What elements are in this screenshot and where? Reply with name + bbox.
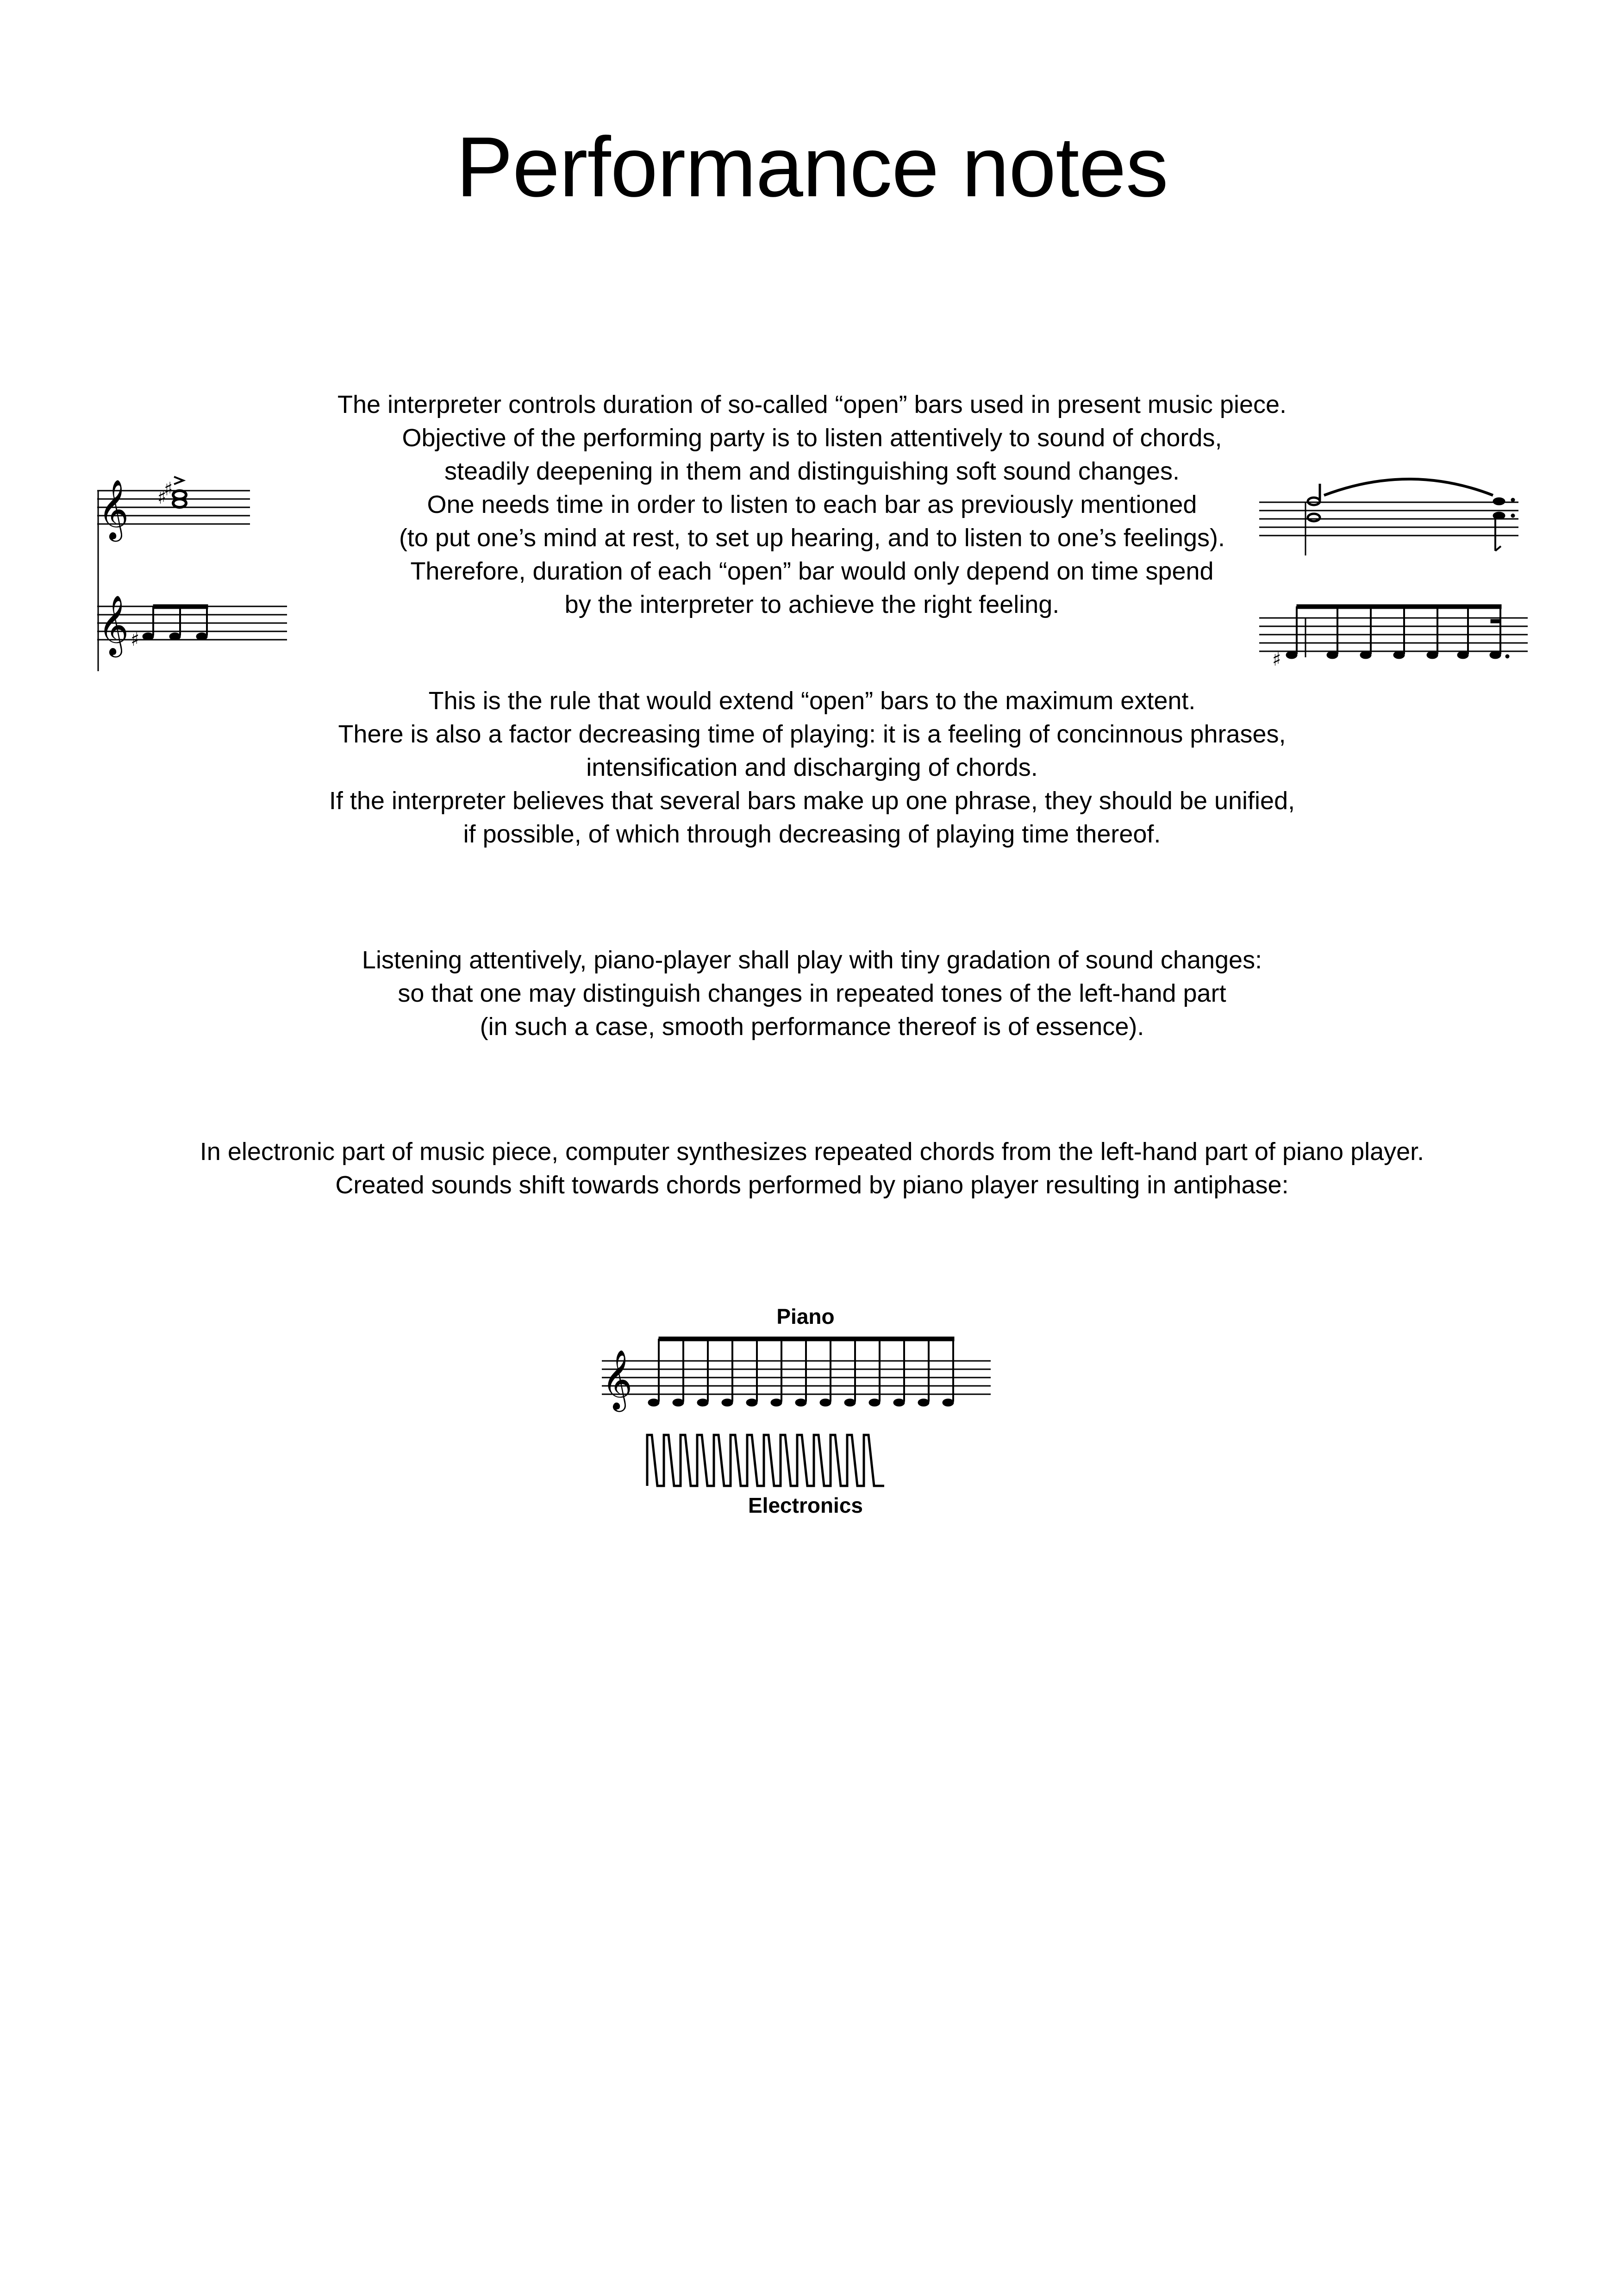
text-line: If the interpreter believes that several bars make up one phrase, they should be unified,: [329, 787, 1295, 815]
repeated-notes: [648, 1337, 954, 1406]
note-head: [869, 1399, 880, 1406]
note-head: [648, 1399, 659, 1406]
piano-label: Piano: [776, 1304, 835, 1328]
note-head: [673, 1399, 684, 1406]
music-example-tie: [1259, 458, 1555, 680]
text-line: by the interpreter to achieve the right feeling.: [564, 591, 1060, 618]
text-line: steadily deepening in them and distinguishing soft sound changes.: [444, 457, 1180, 485]
note-head: [893, 1399, 905, 1406]
treble-clef-icon: 𝄞: [98, 595, 129, 655]
beam: [659, 1337, 954, 1341]
text-line: Created sounds shift towards chords performed by piano player resulting in antiphase:: [335, 1171, 1289, 1199]
text-line: (to put one’s mind at rest, to set up hearing, and to listen to one’s feelings).: [399, 524, 1225, 552]
note-head: [844, 1399, 856, 1406]
paragraph-gradation: [0, 943, 1624, 1043]
text-line: In electronic part of music piece, computer synthesizes repeated chords from the left-hand part of piano player.: [200, 1138, 1424, 1166]
sharp-icon: ♯: [1272, 649, 1281, 670]
accent-icon: [174, 477, 183, 484]
note-head: [820, 1399, 831, 1406]
note-head: [795, 1399, 806, 1406]
text-line: This is the rule that would extend “open” bars to the maximum extent.: [428, 687, 1196, 715]
note-head: [943, 1399, 954, 1406]
text-line: The interpreter controls duration of so-called “open” bars used in present music piece.: [337, 391, 1287, 418]
text-line: Objective of the performing party is to listen attentively to sound of chords,: [402, 424, 1222, 452]
eighth-notes: [1286, 605, 1509, 659]
note-head: [918, 1399, 929, 1406]
chord-notes: [173, 491, 186, 507]
text-line: Listening attentively, piano-player shall play with tiny gradation of sound changes:: [362, 946, 1262, 974]
sharp-icon: ♯: [164, 479, 173, 500]
sharp-icon: ♯: [131, 629, 140, 650]
text-line: if possible, of which through decreasing of playing time thereof.: [463, 820, 1161, 848]
note-head: [771, 1399, 782, 1406]
text-line: so that one may distinguish changes in repeated tones of the left-hand part: [398, 979, 1226, 1007]
sharp-icon: ♯: [157, 487, 167, 508]
paragraph-phrases: [0, 684, 1624, 851]
treble-clef-icon: 𝄞: [98, 479, 129, 539]
text-line: (in such a case, smooth performance thereof is of essence).: [480, 1013, 1144, 1041]
chord-end: [1493, 498, 1515, 551]
electronics-waveform: [647, 1435, 884, 1486]
electronics-label: Electronics: [748, 1493, 863, 1517]
music-example-chord: [88, 458, 273, 680]
note-head: [746, 1399, 757, 1406]
text-line: There is also a factor decreasing time of playing: it is a feeling of concinnous phrases,: [338, 720, 1286, 748]
note-head: [697, 1399, 708, 1406]
text-line: Therefore, duration of each “open” bar would only depend on time spend: [410, 557, 1214, 585]
text-line: intensification and discharging of chords.: [586, 754, 1038, 781]
treble-clef-icon: 𝄞: [602, 1349, 633, 1409]
tied-chord: [1308, 479, 1493, 521]
paragraph-electronics: [0, 1135, 1624, 1202]
note-head: [722, 1399, 733, 1406]
text-line: One needs time in order to listen to each bar as previously mentioned: [427, 491, 1197, 518]
antiphase-example: [597, 1296, 995, 1537]
page-title: Performance notes: [456, 119, 1168, 214]
